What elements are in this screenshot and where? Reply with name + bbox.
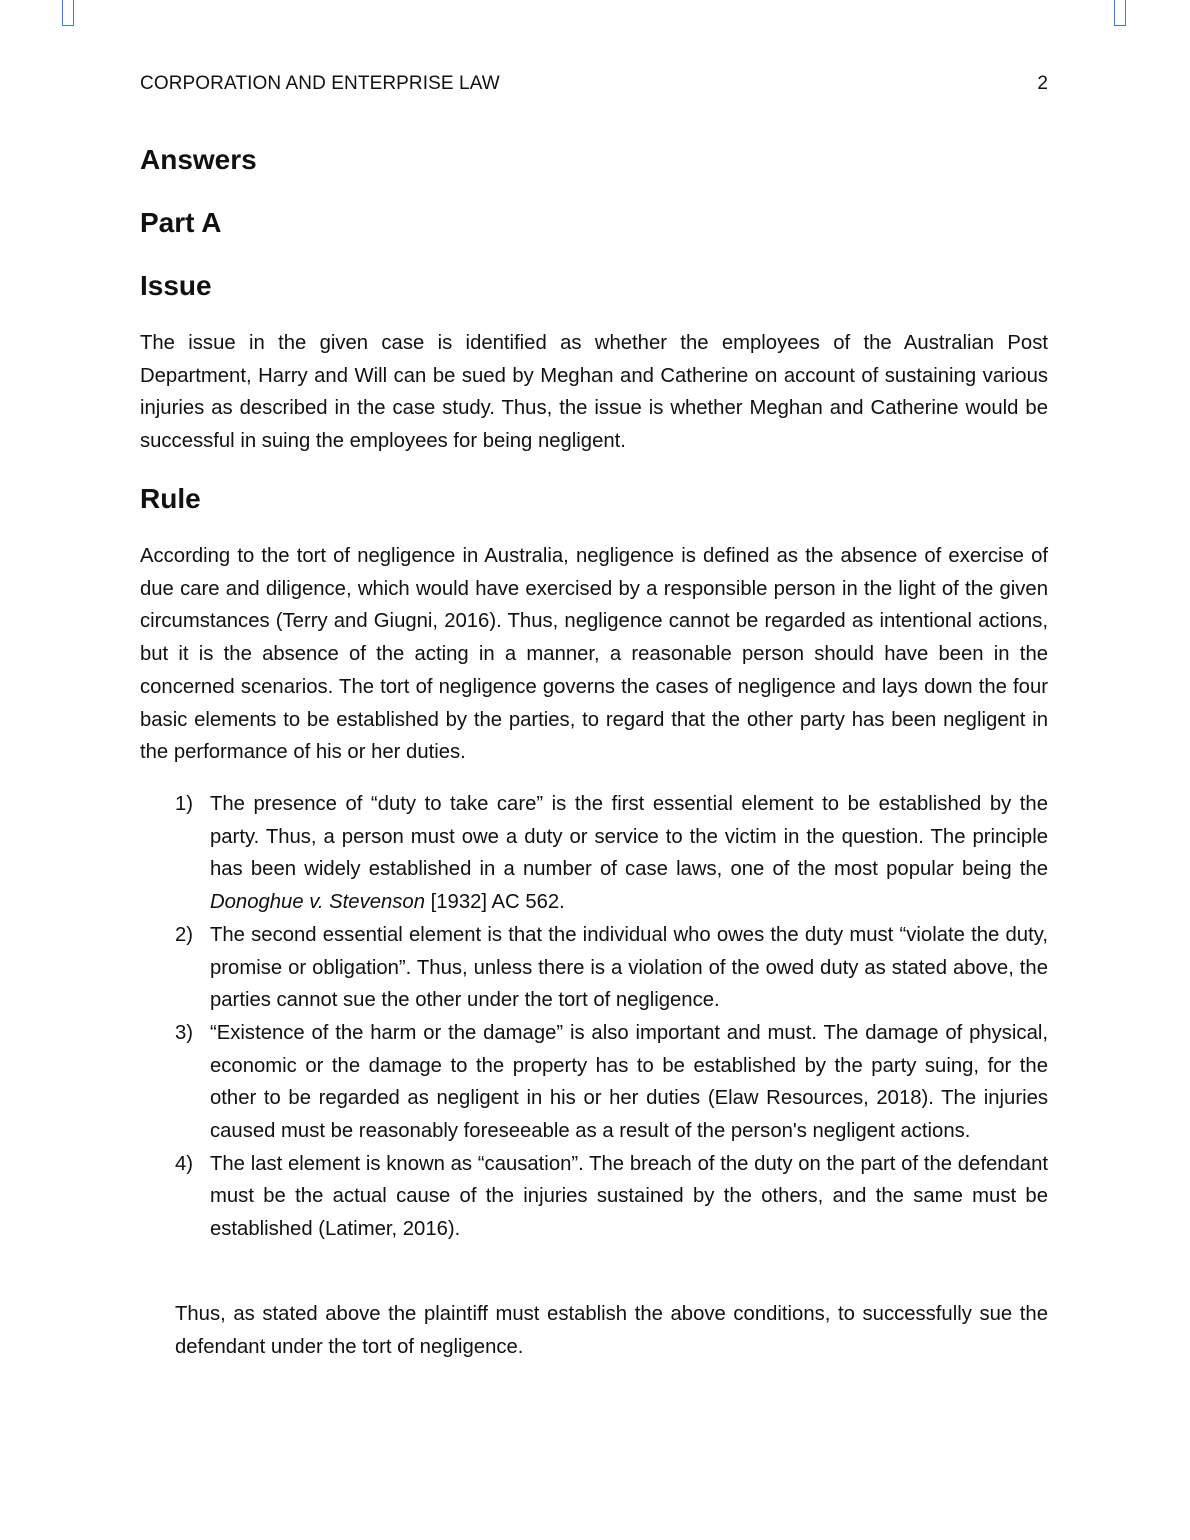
list-item-text: The last element is known as “causation”. The breach of the duty on the part of the defendant must be the actual cause of the injuries sustained by the others, and the same must be established (Latimer, 2016). (210, 1152, 1048, 1241)
right-margin-marker (1114, 0, 1126, 26)
list-item-number: 3) (175, 1021, 194, 1044)
closing-paragraph: Thus, as stated above the plaintiff must establish the above conditions, to successfully sue the defendant under the tort of negligence. (175, 1303, 1048, 1358)
list-item-text: The second essential element is that the individual who owes the duty must “violate the duty, promise or obligation”. Thus, unless there is a violation of the owed duty as stated above, the parties cannot sue the other under the tort of negligence. (210, 923, 1048, 1012)
case-citation: Donoghue v. Stevenson (210, 891, 425, 914)
list-item-text: “Existence of the harm or the damage” is also important and must. The damage of physical, economic or the damage to the property has to be established by the party suing, for the other to be regarded as negligent in his or her duties (Elaw Resources, 2018). The injuries caused must be reasonably foreseeable as a result of the person's negligent actions. (210, 1021, 1048, 1143)
heading-issue: Issue (140, 270, 212, 301)
list-item-text-end: [1932] AC 562. (424, 891, 565, 914)
header-title: CORPORATION AND ENTERPRISE LAW (140, 73, 500, 94)
running-header (140, 72, 1048, 96)
rule-paragraph: According to the tort of negligence in Australia, negligence is defined as the absence of exercise of due care and diligence, which would have exercised by a responsible person in the light of the given circumstances (Terry and Giugni, 2016). Thus, negligence cannot be regarded as intentional actions, but it is the absence of the acting in a manner, a reasonable person should have been in the concerned scenarios. The tort of negligence governs the cases of negligence and lays down the four basic elements to be established by the parties, to regard that the other party has been negligent in the performance of his or her duties. (140, 545, 1048, 764)
left-margin-marker (62, 0, 74, 26)
list-item-number: 1) (175, 793, 194, 815)
list-item (140, 788, 1048, 919)
list-item (140, 1017, 1048, 1148)
page-number: 2 (1037, 73, 1048, 94)
issue-paragraph: The issue in the given case is identified as whether the employees of the Australian Post Department, Harry and Will can be sued by Meghan and Catherine on account of sustaining various injuries as described in the case study. Thus, the issue is whether Meghan and Catherine would be successful in suing the employees for being negligent. (140, 332, 1048, 453)
heading-rule: Rule (140, 483, 201, 514)
list-item-text: The presence of “duty to take care” is the first essential element to be established by the party. Thus, a person must owe a duty or service to the victim in the question. The principle has been widely established in a number of case laws, one of the most popular being the (210, 793, 1048, 881)
negligence-elements-list (140, 788, 1048, 1246)
heading-part-a: Part A (140, 207, 222, 238)
list-item (140, 919, 1048, 1017)
list-item-number: 4) (175, 1152, 194, 1175)
list-item-number: 2) (175, 923, 194, 946)
list-item (140, 1148, 1048, 1246)
heading-answers: Answers (140, 144, 257, 175)
